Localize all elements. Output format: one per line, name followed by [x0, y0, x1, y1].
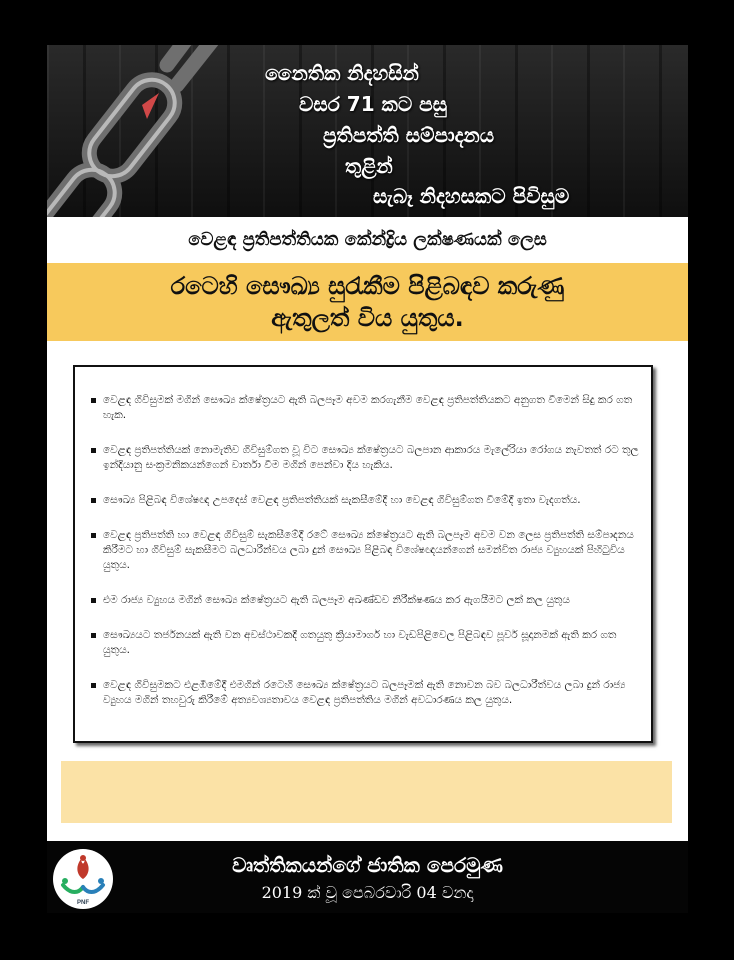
points-box	[73, 365, 653, 743]
band-line-1: රටෙහි සෞඛ්‍ය සුරැකීම පිළිබඳව කරුණු	[170, 272, 565, 300]
list-item: එම රාජ්‍ය ව්‍යුහය මගින් සෞඛ්‍ය ක්ෂේත්‍රයට ඇති බලපෑම අඛණ්ඩව නිරීක්ෂණය කර ඇගයීමට ලක් කල යුතුය	[91, 593, 639, 608]
footer	[47, 841, 688, 913]
footer-date: 2019 ක් වූ පෙබරවාරි 04 වනදා	[261, 883, 474, 902]
list-item: වෙළඳ ප්‍රතිපත්ති හා වෙළඳ ගිවිසුම් සැකසීමේදී රටේ සෞඛ්‍ය ක්ෂේත්‍රයට ඇති බලපෑම අවම වන ලෙස ප්‍රතිපත්ති සම්පාදනය කිරීමට හා ගිවිසුම් සැකසීමට බලධාරීන්වය ලබා දුන් සෞඛ්‍ය පිළිබඳ විශේෂඥයන්ගෙන් සමන්විත රාජ්‍ය ව්‍යුහයක් පිහිටුවිය යුතුය.	[91, 528, 639, 573]
header-banner	[47, 45, 688, 217]
broken-chain-icon	[47, 45, 247, 217]
header-line-5: සැබෑ නිදහසකට පිවිසුම	[373, 184, 570, 208]
list-item: වෙළඳ ගිවිසුමකට එළඹීමේදී එමගින් රටෙහි සෞඛ්‍ය ක්ෂේත්‍රයට බලපෑමක් ඇති නොවන බව බලධාරීත්වය ලබා දුන් රාජ්‍ය ව්‍යුහය මගින් තහවුරු කිරීමේ අත්‍යවශ්‍යතාවය වෙළඳ ප්‍රතිපත්තිය මගින් අවධාරණය කල යුතුය.	[91, 678, 639, 708]
organization-name: වෘත්තිකයන්ගේ ජාතික පෙරමුණ	[232, 853, 503, 877]
header-line-4: තුළින්	[345, 154, 393, 178]
list-item: වෙළඳ ගිවිසුමක් මගින් සෞඛ්‍ය ක්ෂේත්‍රයට ඇති බලපෑම අවම කරගැනීම වෙළඳ ප්‍රතිපත්තියකට අනුගත වීමෙන් සිදු කර ගත හැක.	[91, 393, 639, 423]
list-item: සෞඛ්‍යයට තර්ජනයක් ඇති වන අවස්ථාවකදී ගතයුතු ක්‍රියාමාර්ග හා වැඩපිළිවෙල පිළිබඳව පූර්ව සූදානමක් ඇති කර ගත යුතුය.	[91, 628, 639, 658]
header-line-3: ප්‍රතිපත්ති සම්පාදනය	[323, 123, 495, 147]
points-list	[91, 393, 639, 728]
subtitle: වෙළඳ ප්‍රතිපත්තියක කේන්ද්‍රිය ලක්ෂණයක් ලෙස	[188, 229, 547, 250]
header-line-2: වසර 71 කට පසු	[299, 92, 448, 116]
list-item: වෙළඳ ප්‍රතිපත්තියක් නොමැතිව ගිවිසුම්ගත වූ විට සෞඛ්‍ය ක්ෂේත්‍රයට බලපාන ආකාරය මැලේරියා රෝගය නැවතත් රට තුල ඉන්දියානු සංක්‍රමනිකයන්ගෙන් වාර්තා වීම මගින් පෙන්වා දිය හැකිය.	[91, 443, 639, 473]
band-line-2: ඇතුලත් විය යුතුය.	[271, 304, 464, 332]
empty-note-box	[61, 761, 672, 823]
logo-text: PNF	[77, 900, 89, 906]
highlight-band	[47, 263, 688, 341]
list-item: සෞඛ්‍ය පිළිබඳ විශේෂඥ උපදෙස් වෙළඳ ප්‍රතිපත්තියක් සැකසීමේදී හා වෙළඳ ගිවිසුම්ගත වීමේදී ඉතා වැදගත්ය.	[91, 493, 639, 508]
poster	[47, 45, 688, 913]
header-line-1: නෛතික නිදහසින්	[265, 61, 419, 85]
